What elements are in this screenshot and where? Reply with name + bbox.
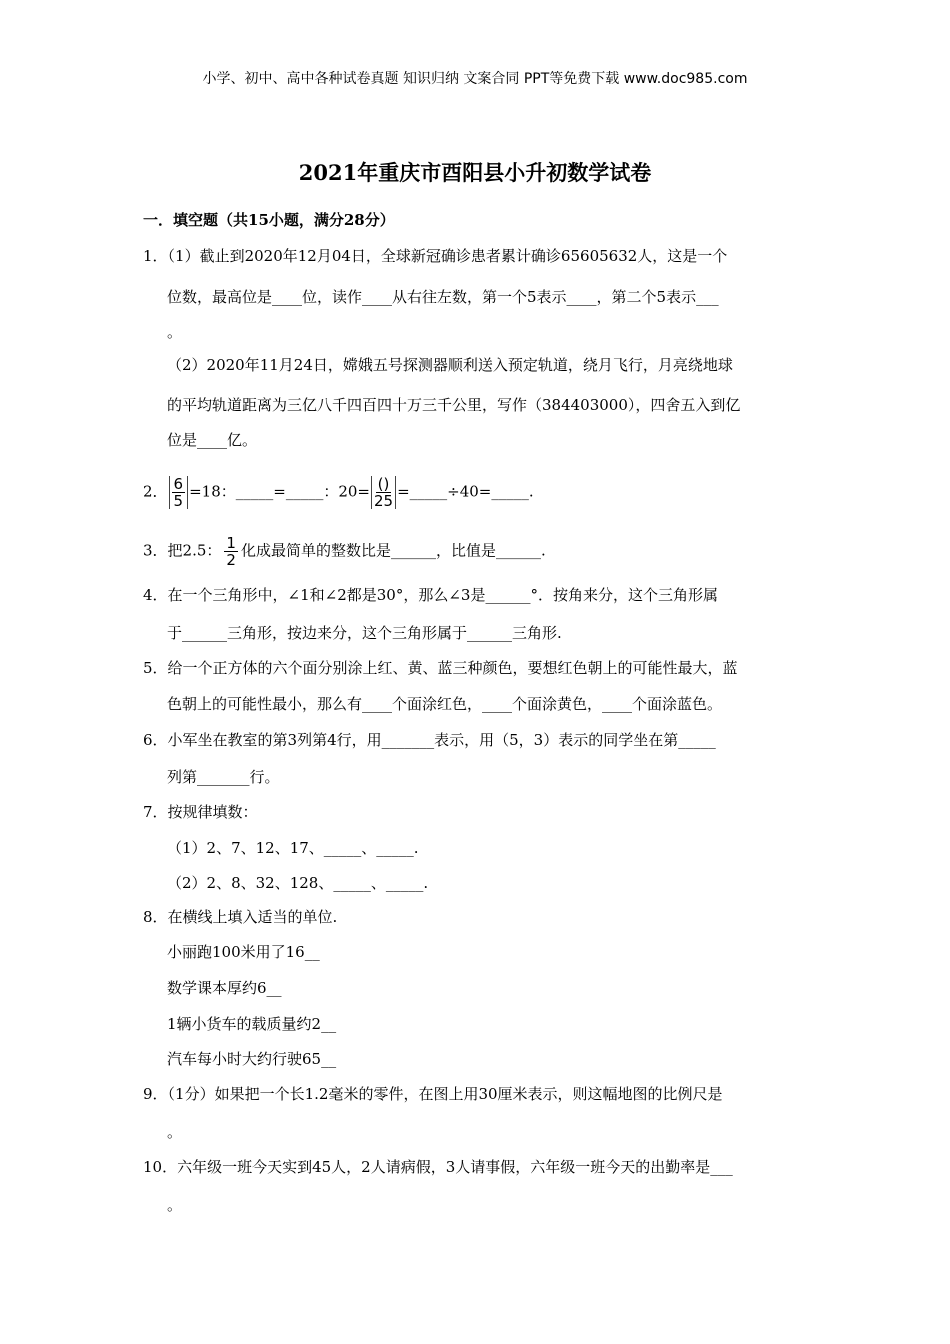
q7-line2: （1）2、7、12、17、_____、_____.: [167, 839, 419, 857]
fraction-blank-25: [371, 476, 396, 509]
q5-line1: 5．给一个正方体的六个面分别涂上红、黄、蓝三种颜色，要想红色朝上的可能性最大，蓝: [143, 659, 738, 677]
q2-number: 2．: [143, 482, 168, 501]
q2-text-a: =18：_____=_____：20=: [189, 482, 370, 501]
q8-line2: 小丽跑100米用了16__: [167, 943, 320, 961]
q1-line6: 位是____亿。: [167, 431, 258, 449]
q1-line3: 。: [167, 323, 183, 341]
q9-line2: 。: [167, 1123, 183, 1141]
page-header: 小学、初中、高中各种试卷真题 知识归纳 文案合同 PPT等免费下载 www.doc985.com: [202, 71, 748, 87]
q5-line2: 色朝上的可能性最小，那么有____个面涂红色，____个面涂黄色，____个面涂蓝色。: [167, 695, 723, 713]
q8-line4: 1辆小货车的载质量约2__: [167, 1015, 337, 1033]
fraction-numerator: 1: [226, 534, 236, 552]
section-heading: 一．填空题（共15小题，满分28分）: [143, 211, 395, 229]
q8-line3: 数学课本厚约6__: [167, 979, 282, 997]
q8-line5: 汽车每小时大约行驶65__: [167, 1050, 337, 1068]
q6-line1: 6．小军坐在教室的第3列第4行，用_______表示，用（5，3）表示的同学坐在第_____: [143, 731, 716, 749]
q10-line2: 。: [167, 1196, 183, 1214]
page-title: 2021年重庆市酉阳县小升初数学试卷: [298, 160, 652, 185]
q1-line5: 的平均轨道距离为三亿八千四百四十万三千公里，写作（384403000），四舍五入到亿: [167, 396, 741, 414]
q3-text-b: 化成最简单的整数比是______，比值是______.: [240, 541, 546, 560]
fraction-denominator: 5: [173, 492, 184, 510]
q7-line3: （2）2、8、32、128、_____、_____.: [167, 874, 429, 892]
q2-line: [143, 476, 534, 509]
q3-text-a: 3．把2.5：: [143, 541, 222, 560]
q3-line: [143, 535, 546, 568]
fraction-numerator: 6: [173, 475, 184, 493]
q10-line1: 10．六年级一班今天实到45人，2人请病假，3人请事假，六年级一班今天的出勤率是___: [143, 1158, 733, 1176]
q1-line1: 1．（1）截止到2020年12月04日，全球新冠确诊患者累计确诊65605632人，这是一个: [143, 247, 728, 265]
q2-text-b: =_____÷40=_____.: [397, 482, 534, 501]
q7-line1: 7．按规律填数：: [143, 803, 258, 821]
q6-line2: 列第_______行。: [167, 768, 280, 786]
q9-line1: 9．（1分）如果把一个长1.2毫米的零件，在图上用30厘米表示，则这幅地图的比例尺是: [143, 1085, 723, 1103]
fraction-denominator: 2: [226, 551, 236, 569]
fraction-6-5: [169, 476, 189, 509]
fraction-1-2: [222, 535, 240, 568]
q4-line1: 4．在一个三角形中，∠1和∠2都是30°，那么∠3是______°．按角来分，这个三角形属: [143, 586, 718, 604]
q8-line1: 8．在横线上填入适当的单位.: [143, 908, 338, 926]
q1-line2: 位数，最高位是____位，读作____从右往左数，第一个5表示____，第二个5表示___: [167, 288, 719, 306]
q1-line4: （2）2020年11月24日，嫦娥五号探测器顺利送入预定轨道，绕月飞行，月亮绕地球: [167, 356, 733, 374]
fraction-denominator: 25: [373, 492, 394, 510]
q4-line2: 于______三角形，按边来分，这个三角形属于______三角形.: [167, 624, 562, 642]
fraction-numerator: (): [377, 475, 390, 493]
